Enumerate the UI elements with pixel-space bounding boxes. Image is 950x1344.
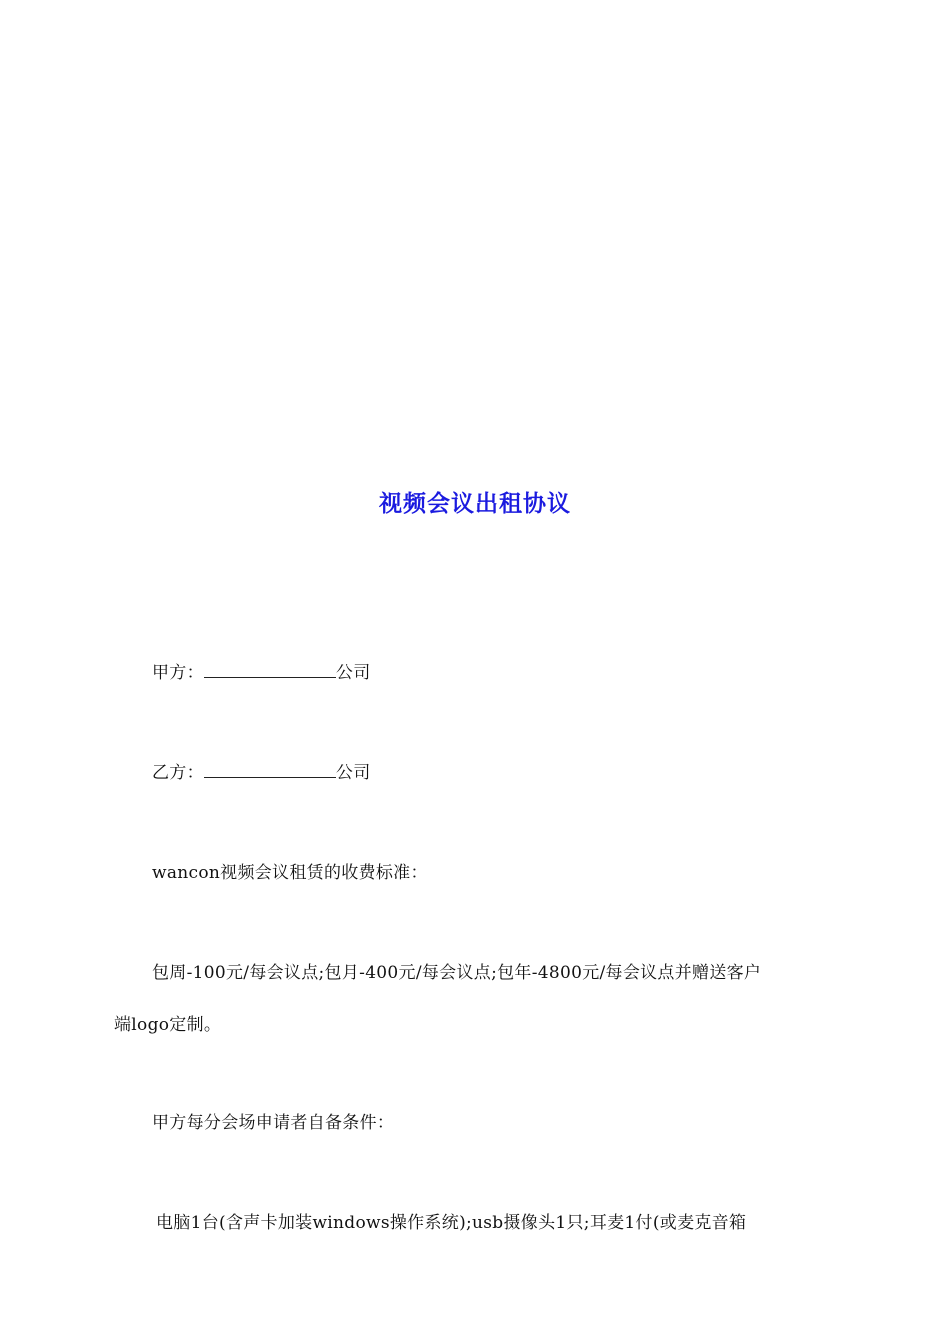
party-a-suffix: 公司 xyxy=(335,663,371,683)
party-a-label: 甲方： xyxy=(152,663,204,683)
party-b-suffix: 公司 xyxy=(335,763,371,783)
document-title: 视频会议出租协议 xyxy=(379,491,571,517)
party-a-blank xyxy=(204,663,336,678)
fee-heading: wancon视频会议租赁的收费标准： xyxy=(152,863,428,883)
conditions-heading: 甲方每分会场申请者自备条件： xyxy=(152,1113,395,1133)
conditions-line-1: 电脑1台(含声卡加装windows操作系统);usb摄像头1只;耳麦1付(或麦克音箱 xyxy=(156,1213,747,1233)
party-a-line xyxy=(152,658,371,683)
party-b-blank xyxy=(204,763,336,778)
fee-line-1: 包周-100元/每会议点;包月-400元/每会议点;包年-4800元/每会议点并赠送客户 xyxy=(152,963,762,983)
party-b-line xyxy=(152,758,371,783)
fee-line-2: 端logo定制。 xyxy=(114,1015,222,1035)
party-b-label: 乙方： xyxy=(152,763,204,783)
